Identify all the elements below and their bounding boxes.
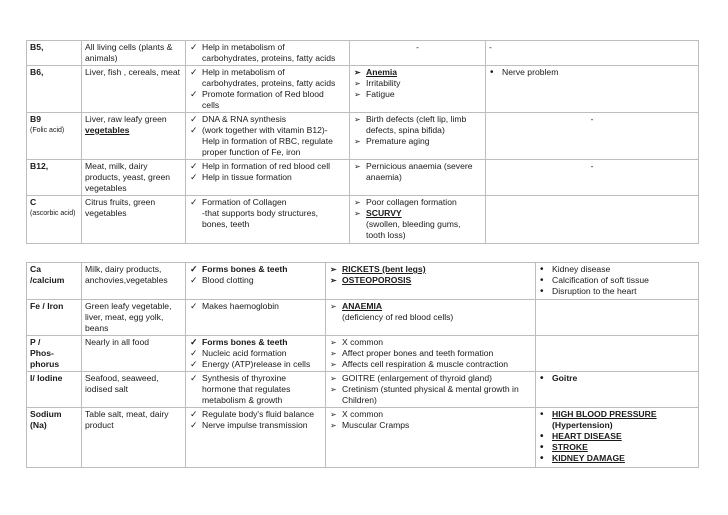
source-cell: Meat, milk, dairy products, yeast, green vegetables [82,160,186,196]
nutrient-cell: B5, [27,41,82,66]
deficiency-cell: ➢ GOITRE (enlargement of thyroid gland) ➢ Cretinism (stunted physical & mental growth in Children) [326,372,536,408]
function-cell: ✓ Formation of Collagen -that supports body structures, bones, teeth [186,196,350,244]
nutrient-cell: Ca /calcium [27,263,82,300]
nutrient-cell: B12, [27,160,82,196]
deficiency-cell: ➢ RICKETS (bent legs) ➢ OSTEOPOROSIS [326,263,536,300]
excess-cell: • HIGH BLOOD PRESSURE (Hypertension) • HEART DISEASE • STROKE • KIDNEY DAMAGE [536,408,699,468]
table-row [27,300,699,336]
table-row [27,41,699,66]
function-cell: ✓ Forms bones & teeth ✓ Blood clotting [186,263,326,300]
excess-cell [536,336,699,372]
excess-cell: - [486,113,699,160]
source-cell: Table salt, meat, dairy product [82,408,186,468]
nutrient-cell: Sodium (Na) [27,408,82,468]
table-row [27,408,699,468]
source-cell: Liver, fish , cereals, meat [82,66,186,113]
deficiency-cell: ➢ X common ➢ Muscular Cramps [326,408,536,468]
source-cell: Milk, dairy products, anchovies,vegetables [82,263,186,300]
source-cell: Seafood, seaweed, iodised salt [82,372,186,408]
nutrient-cell: Fe / Iron [27,300,82,336]
excess-cell: • Goitre [536,372,699,408]
deficiency-cell: ➢ ANAEMIA (deficiency of red blood cells) [326,300,536,336]
table-row [27,263,699,300]
mineral-table [26,262,699,468]
source-cell: Nearly in all food [82,336,186,372]
deficiency-cell: ➢ Poor collagen formation ➢ SCURVY (swollen, bleeding gums, tooth loss) [350,196,486,244]
excess-cell [486,196,699,244]
function-cell: ✓ Synthesis of thyroxine hormone that regulates metabolism & growth [186,372,326,408]
source-cell: Green leafy vegetable, liver, meat, egg yolk, beans [82,300,186,336]
deficiency-cell: ➢ Pernicious anaemia (severe anaemia) [350,160,486,196]
excess-cell: - [486,41,699,66]
source-cell: Liver, raw leafy green vegetables [82,113,186,160]
source-cell: All living cells (plants & animals) [82,41,186,66]
nutrient-cell: B9 (Folic acid) [27,113,82,160]
vitamin-table [26,40,699,244]
function-cell: ✓ Help in formation of red blood cell ✓ Help in tissue formation [186,160,350,196]
source-cell: Citrus fruits, green vegetables [82,196,186,244]
function-cell: ✓ Help in metabolism of carbohydrates, proteins, fatty acids ✓ Promote formation of Red blood cells [186,66,350,113]
deficiency-cell: ➢ Birth defects (cleft lip, limb defects, spina bifida) ➢ Premature aging [350,113,486,160]
function-cell: ✓ DNA & RNA synthesis ✓ (work together with vitamin B12)- Help in formation of RBC, regulate proper function of Fe, iron [186,113,350,160]
function-cell: ✓ Forms bones & teeth ✓ Nucleic acid formation ✓ Energy (ATP)release in cells [186,336,326,372]
nutrient-cell: B6, [27,66,82,113]
excess-cell: - [486,160,699,196]
nutrient-cell: P / Phos- phorus [27,336,82,372]
deficiency-cell: ➢ X common ➢ Affect proper bones and teeth formation ➢ Affects cell respiration & muscle contraction [326,336,536,372]
excess-cell [536,300,699,336]
table-row [27,113,699,160]
table-row [27,160,699,196]
table-row [27,196,699,244]
nutrient-cell: C (ascorbic acid) [27,196,82,244]
table-row [27,66,699,113]
nutrient-cell: I/ Iodine [27,372,82,408]
function-cell: ✓ Regulate body's fluid balance ✓ Nerve impulse transmission [186,408,326,468]
excess-cell: • Nerve problem [486,66,699,113]
function-cell: ✓ Help in metabolism of carbohydrates, proteins, fatty acids [186,41,350,66]
deficiency-cell: - [350,41,486,66]
excess-cell: • Kidney disease • Calcification of soft tissue • Disruption to the heart [536,263,699,300]
deficiency-cell: ➢ Anemia ➢ Irritability ➢ Fatigue [350,66,486,113]
table-row [27,372,699,408]
function-cell: ✓ Makes haemoglobin [186,300,326,336]
table-row [27,336,699,372]
